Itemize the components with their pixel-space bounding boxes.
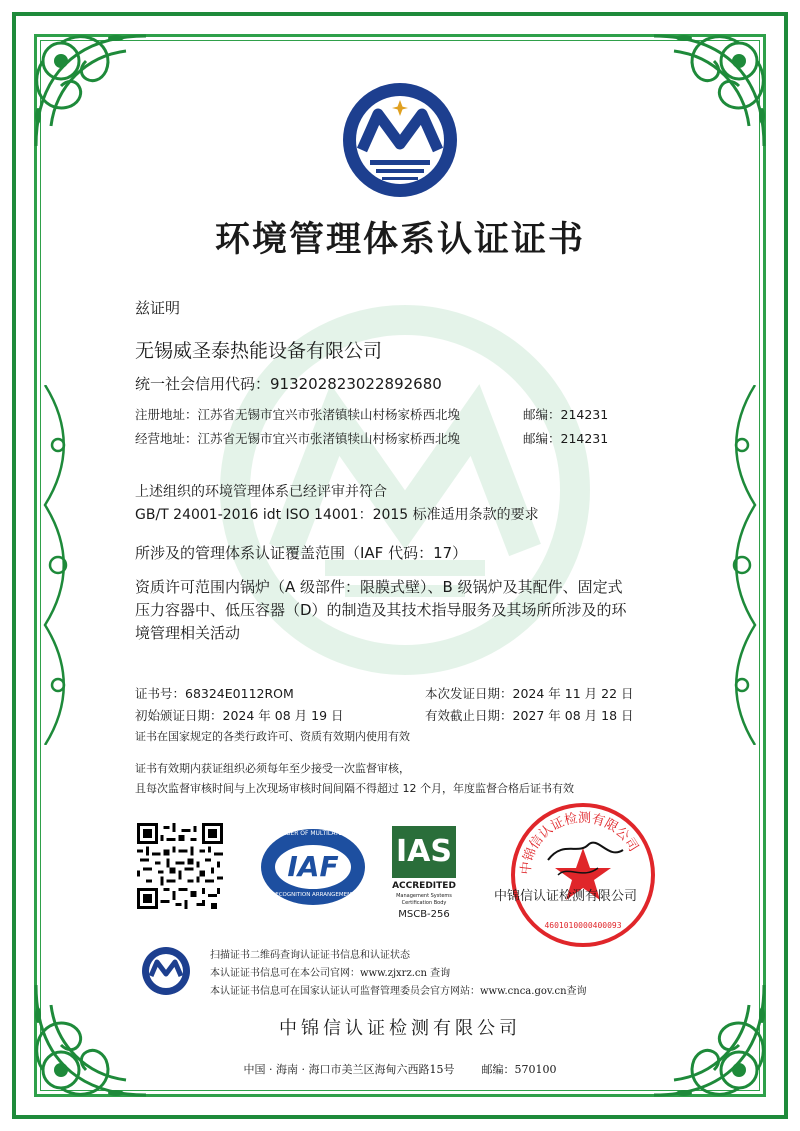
certificate-title: 环境管理体系认证证书 (214, 220, 585, 260)
seal-company-label: 中锦信认证检测有限公司 (494, 889, 638, 904)
zjx-small-logo (140, 945, 192, 997)
seal-ring-path: 中锦信认证检测有限公司 (518, 810, 641, 876)
registered-postcode: 邮编：214231 (523, 407, 609, 422)
expiry-date: 有效截止日期：2027 年 08 月 18 日 (425, 708, 634, 723)
intro-text: 兹证明 (135, 299, 181, 317)
operating-postcode: 邮编：214231 (523, 431, 609, 446)
ias-main-text: IAS (396, 834, 452, 869)
issue-date: 本次发证日期：2024 年 11 月 22 日 (425, 686, 634, 701)
footer-address: 中国 · 海南 · 海口市美兰区海甸六西路15号 (243, 1063, 455, 1076)
company-seal (508, 800, 658, 950)
zjx-logo (340, 80, 460, 200)
footer-company-name: 中锦信认证检测有限公司 (279, 1018, 521, 1039)
registered-address: 注册地址：江苏省无锡市宜兴市张渚镇犊山村杨家桥西北堍 (135, 407, 461, 422)
ias-badge (392, 826, 456, 936)
ias-sub2-text: Certification Body (401, 900, 447, 906)
corner-ornament-bottom-right (634, 965, 784, 1115)
credit-code: 统一社会信用代码：913202823022892680 (135, 375, 442, 393)
seal-number: 4601010000400093 (544, 921, 622, 930)
ias-accredited-text: ACCREDITED (392, 881, 456, 891)
iaf-badge (258, 825, 368, 910)
footer-info-2: 本认证证书信息可在本公司官网：www.zjxrz.cn 查询 (210, 968, 451, 979)
side-ornament-right (720, 385, 760, 745)
scope-heading: 所涉及的管理体系认证覆盖范围（IAF 代码：17） (135, 544, 468, 562)
organization-name: 无锡威圣泰热能设备有限公司 (135, 340, 383, 362)
conformity-line-2: GB/T 24001-2016 idt ISO 14001：2015 标准适用条款的要求 (135, 507, 539, 523)
corner-ornament-top-left (16, 16, 166, 166)
iaf-top-text: MEMBER OF MULTILATERAL (272, 830, 354, 837)
scope-line-3: 境管理相关活动 (135, 624, 241, 642)
iaf-main-text: IAF (287, 850, 339, 883)
conformity-line-1: 上述组织的环境管理体系已经评审并符合 (135, 484, 387, 500)
scope-line-2: 压力容器中、低压容器（D）的制造及其技术指导服务及其场所所涉及的环 (135, 601, 627, 619)
validity-note: 证书在国家规定的各类行政许可、资质有效期内使用有效 (135, 730, 410, 743)
footer-info-3: 本认证证书信息可在国家认证认可监督管理委员会官方网站：www.cnca.gov.cn查询 (210, 986, 587, 997)
certificate-number: 证书号：68324E0112ROM (135, 686, 294, 701)
corner-ornament-top-right (634, 16, 784, 166)
operating-address: 经营地址：江苏省无锡市宜兴市张渚镇犊山村杨家桥西北堍 (135, 431, 461, 446)
surveillance-note-1: 证书有效期内获证组织必须每年至少接受一次监督审核， (135, 762, 410, 775)
footer-address-line (0, 1061, 800, 1077)
footer-info-1: 扫描证书二维码查询认证证书信息和认证状态 (210, 950, 410, 961)
surveillance-note-2: 且每次监督审核时间与上次现场审核时间间隔不得超过 12 个月，年度监督合格后证书有效 (135, 782, 574, 795)
footer-postcode: 邮编：570100 (481, 1063, 557, 1076)
side-ornament-left (40, 385, 80, 745)
ias-sub1-text: Management Systems (396, 893, 452, 899)
ias-code-text: MSCB-256 (398, 909, 450, 920)
qr-code[interactable] (137, 823, 223, 909)
initial-date: 初始颁证日期：2024 年 08 月 19 日 (135, 708, 344, 723)
scope-line-1: 资质许可范围内锅炉（A 级部件：限膜式壁）、B 级锅炉及其配件、固定式 (135, 578, 623, 596)
iaf-bottom-text: RECOGNITION ARRANGEMENT (271, 892, 355, 898)
